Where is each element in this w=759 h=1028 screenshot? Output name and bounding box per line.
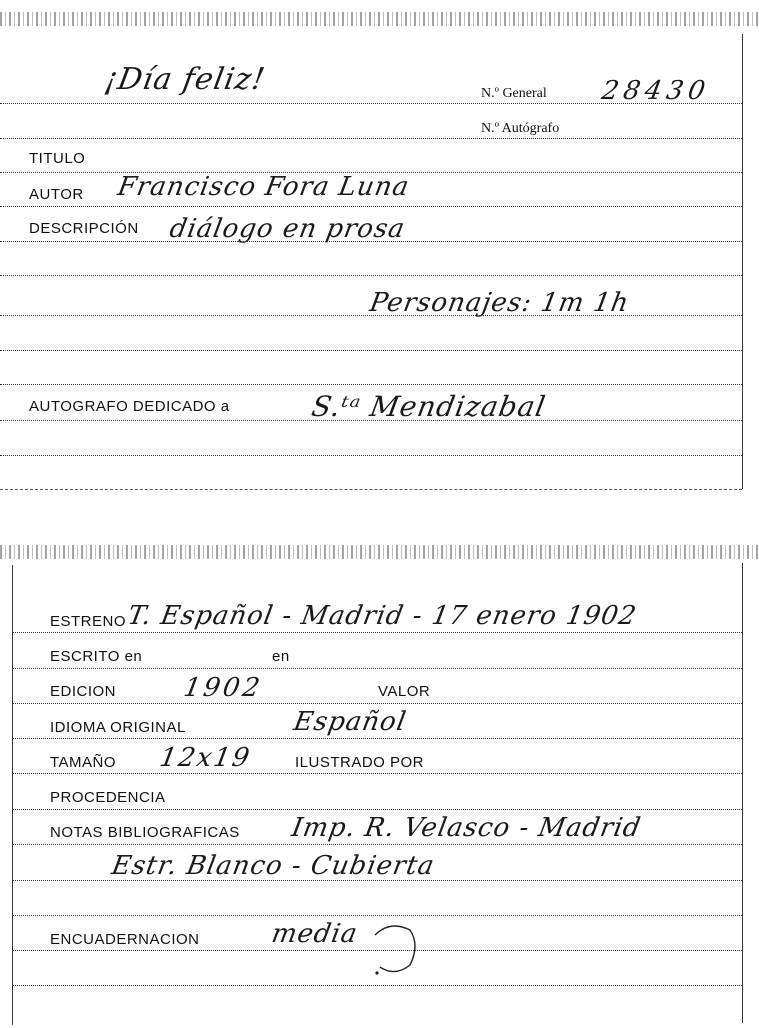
rule-line <box>12 880 742 881</box>
rule-line <box>12 985 742 986</box>
tamano-value: 12x19 <box>157 743 254 773</box>
rule-line <box>12 668 742 669</box>
catalog-card-bottom <box>0 535 759 1028</box>
card-right-border <box>742 34 743 489</box>
card-left-border <box>12 565 13 1025</box>
rule-line <box>12 632 742 633</box>
edicion-value: 1902 <box>181 673 265 703</box>
general-number-label: N.º General <box>481 86 547 101</box>
notas-value-line-2: Estr. Blanco - Cubierta <box>109 851 438 881</box>
card-bottom-edge <box>0 489 742 490</box>
en-label: en <box>272 648 290 665</box>
dedicado-value: S.ᵗᵃ Mendizabal <box>309 390 549 423</box>
handwritten-title: ¡Día feliz! <box>101 62 269 97</box>
rule-line <box>0 138 742 139</box>
procedencia-label: PROCEDENCIA <box>50 789 166 806</box>
estreno-value: T. Español - Madrid - 17 enero 1902 <box>125 601 640 631</box>
tamano-label: TAMAÑO <box>50 754 117 771</box>
rule-line <box>0 350 742 351</box>
idioma-label: IDIOMA ORIGINAL <box>50 719 186 736</box>
catalog-card-top <box>0 0 759 495</box>
rule-line <box>0 103 742 104</box>
scan-edge-noise <box>0 545 759 559</box>
encuadernacion-label: ENCUADERNACION <box>50 931 200 948</box>
general-number-value: 28430 <box>599 76 713 106</box>
rule-line <box>0 455 742 456</box>
notas-label: NOTAS BIBLIOGRAFICAS <box>50 824 240 841</box>
rule-line <box>0 315 742 316</box>
notas-value-line-1: Imp. R. Velasco - Madrid <box>289 813 644 843</box>
estreno-label: ESTRENO <box>50 613 127 630</box>
rule-line <box>12 703 742 704</box>
descripcion-label: DESCRIPCIÓN <box>29 220 139 237</box>
rule-line <box>12 844 742 845</box>
edicion-label: EDICION <box>50 683 117 700</box>
encuadernacion-value: media <box>269 919 361 949</box>
personajes-value: Personajes: 1m 1h <box>367 288 632 318</box>
rule-line <box>0 241 742 242</box>
escrito-label: ESCRITO en <box>50 648 143 665</box>
card-right-border <box>742 563 743 1023</box>
ilustrado-label: ILUSTRADO POR <box>295 754 425 771</box>
scan-edge-noise <box>0 12 759 26</box>
rule-line <box>12 950 742 951</box>
descripcion-value: diálogo en prosa <box>167 214 408 244</box>
rule-line <box>0 275 742 276</box>
autor-value: Francisco Fora Luna <box>115 172 412 202</box>
titulo-label: TITULO <box>29 150 86 167</box>
valor-label: VALOR <box>378 683 431 700</box>
rule-line <box>12 809 742 810</box>
rule-line <box>0 420 742 421</box>
rule-line <box>0 384 742 385</box>
autor-label: AUTOR <box>29 186 84 203</box>
rule-line <box>12 738 742 739</box>
dedicado-label: AUTOGRAFO DEDICADO a <box>29 398 230 415</box>
rule-line <box>12 773 742 774</box>
autograph-number-label: N.º Autógrafo <box>481 121 560 136</box>
rule-line <box>0 206 742 207</box>
idioma-value: Español <box>291 707 409 737</box>
